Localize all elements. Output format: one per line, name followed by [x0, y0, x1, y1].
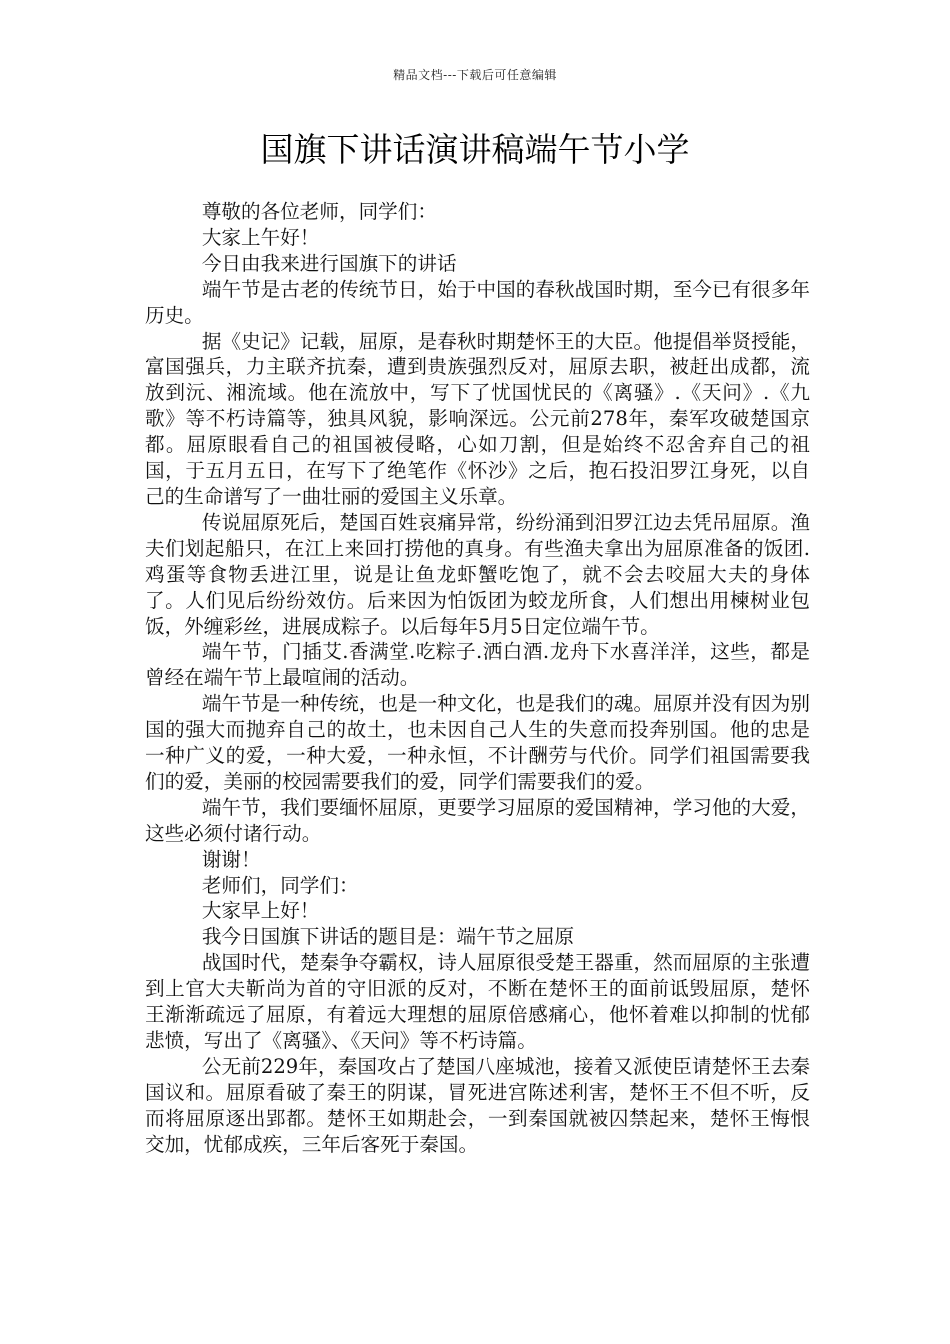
document-title: 国旗下讲话演讲稿端午节小学 [260, 130, 690, 169]
document-body [145, 199, 810, 1158]
paragraph: 据《史记》记载，屈原，是春秋时期楚怀王的大臣。他提倡举贤授能，富国强兵，力主联齐抗秦，遭到贵族强烈反对，屈原去职，被赶出成都，流放到沅、湘流域。他在流放中，写下了忧国忧民的《离骚》.《天问》.《九歌》等不朽诗篇等，独具风貌，影响深远。公元前278年，秦军攻破楚国京都。屈原眼看自己的祖国被侵略，心如刀割，但是始终不忍舍弃自己的祖国，于五月五日，在写下了绝笔作《怀沙》之后，抱石投汨罗江身死，以自己的生命谱写了一曲壮丽的爱国主义乐章。 [145, 329, 810, 508]
paragraph: 传说屈原死后，楚国百姓哀痛异常，纷纷涌到汨罗江边去凭吊屈原。渔夫们划起船只，在江上来回打捞他的真身。有些渔夫拿出为屈原准备的饭团.鸡蛋等食物丢进江里，说是让鱼龙虾蟹吃饱了，就不会去咬屈大夫的身体了。人们见后纷纷效仿。后来因为怕饭团为蛟龙所食，人们想出用楝树业包饭，外缠彩丝，进展成粽子。以后每年5月5日定位端午节。 [145, 510, 810, 638]
paragraph: 大家早上好！ [201, 899, 320, 923]
paragraph: 今日由我来进行国旗下的讲话 [201, 251, 457, 275]
paragraph: 老师们，同学们： [201, 873, 359, 897]
paragraph: 我今日国旗下讲话的题目是：端午节之屈原 [201, 925, 575, 949]
paragraph: 端午节是古老的传统节日，始于中国的春秋战国时期，至今已有很多年历史。 [145, 277, 810, 327]
paragraph: 谢谢！ [201, 847, 261, 871]
paragraph: 端午节，门插艾.香满堂.吃粽子.洒白酒.龙舟下水喜洋洋，这些，都是曾经在端午节上最喧闹的活动。 [145, 640, 810, 690]
paragraph: 公无前229年，秦国攻占了楚国八座城池，接着又派使臣请楚怀王去秦国议和。屈原看破了秦王的阴谋，冒死进宫陈述利害，楚怀王不但不听，反而将屈原逐出郢都。楚怀王如期赴会，一到秦国就被囚禁起来，楚怀王悔恨交加，忧郁成疾，三年后客死于秦国。 [145, 1054, 810, 1156]
paragraph: 大家上午好！ [201, 225, 320, 249]
paragraph: 战国时代，楚秦争夺霸权，诗人屈原很受楚王器重，然而屈原的主张遭到上官大夫靳尚为首的守旧派的反对，不断在楚怀王的面前诋毁屈原，楚怀王渐渐疏远了屈原，有着远大理想的屈原倍感痛心，他怀着难以抑制的忧郁悲愤，写出了《离骚》、《天问》等不朽诗篇。 [145, 951, 810, 1052]
paragraph: 端午节，我们要缅怀屈原，更要学习屈原的爱国精神，学习他的大爱，这些必须付诸行动。 [145, 795, 810, 845]
header-note: 精品文档---下载后可任意编辑 [393, 68, 557, 82]
paragraph: 端午节是一种传统，也是一种文化，也是我们的魂。屈原并没有因为别国的强大而抛弃自己的故土，也未因自己人生的失意而投奔别国。他的忠是一种广义的爱，一种大爱，一种永恒，不计酬劳与代价。同学们祖国需要我们的爱，美丽的校园需要我们的爱，同学们需要我们的爱。 [145, 692, 810, 793]
paragraph: 尊敬的各位老师，同学们： [201, 200, 437, 223]
